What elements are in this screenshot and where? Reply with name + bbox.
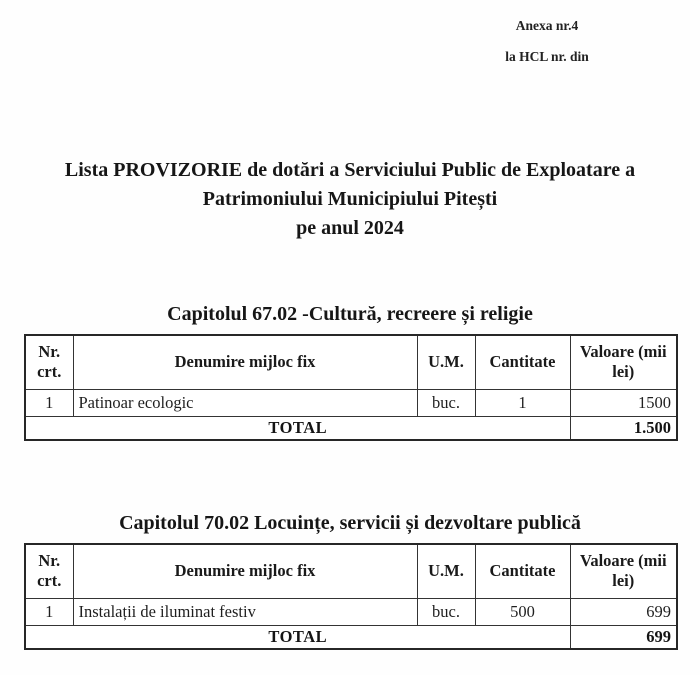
col-header-valoare: Valoare (mii lei)	[570, 544, 677, 598]
cell-nr: 1	[25, 389, 73, 416]
col-header-cantitate: Cantitate	[475, 335, 570, 389]
col-header-um: U.M.	[417, 544, 475, 598]
assets-table-capitolul-70-02	[24, 543, 678, 650]
title-line1: Lista PROVIZORIE de dotări a Serviciului Public de Exploatare a	[64, 159, 636, 181]
total-row	[25, 625, 677, 649]
title-line3: pe anul 2024	[296, 217, 404, 239]
cell-valoare: 699	[570, 598, 677, 625]
total-row	[25, 416, 677, 440]
assets-table-capitolul-67-02	[24, 334, 678, 441]
annex-line2: la HCL nr. din	[505, 49, 589, 64]
total-label: TOTAL	[25, 416, 570, 440]
col-header-nr-crt: Nr. crt.	[25, 544, 73, 598]
table-row	[25, 389, 677, 416]
col-header-denumire: Denumire mijloc fix	[73, 544, 417, 598]
total-value: 1.500	[570, 416, 677, 440]
total-label: TOTAL	[25, 625, 570, 649]
annex-line1: Anexa nr.4	[515, 18, 579, 33]
col-header-um: U.M.	[417, 335, 475, 389]
col-header-nr-crt: Nr. crt.	[25, 335, 73, 389]
cell-um: buc.	[417, 598, 475, 625]
cell-cantitate: 1	[475, 389, 570, 416]
cell-um: buc.	[417, 389, 475, 416]
cell-valoare: 1500	[570, 389, 677, 416]
col-header-valoare: Valoare (mii lei)	[570, 335, 677, 389]
table-header-row	[25, 335, 677, 389]
title-line2: Patrimoniului Municipiului Pitești	[202, 188, 498, 210]
section-heading-capitolul-67-02: Capitolul 67.02 -Cultură, recreere și religie	[167, 303, 533, 325]
annex-note	[452, 10, 642, 72]
cell-denumire: Patinoar ecologic	[73, 389, 417, 416]
section-heading-capitolul-70-02: Capitolul 70.02 Locuințe, servicii și dezvoltare publică	[119, 512, 581, 534]
cell-denumire: Instalații de iluminat festiv	[73, 598, 417, 625]
total-value: 699	[570, 625, 677, 649]
col-header-denumire: Denumire mijloc fix	[73, 335, 417, 389]
cell-nr: 1	[25, 598, 73, 625]
cell-cantitate: 500	[475, 598, 570, 625]
col-header-cantitate: Cantitate	[475, 544, 570, 598]
document-title	[0, 156, 700, 243]
table-header-row	[25, 544, 677, 598]
table-row	[25, 598, 677, 625]
